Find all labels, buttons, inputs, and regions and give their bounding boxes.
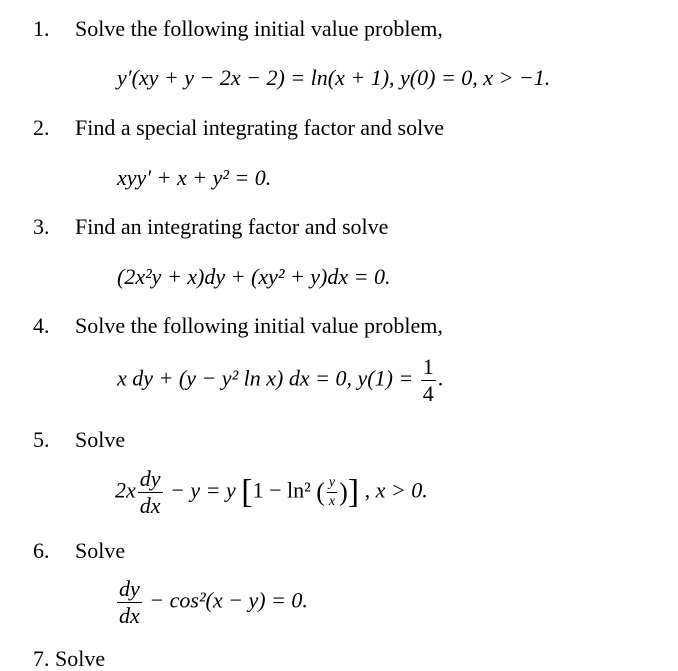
problem-1-equation: y′(xy + y − 2x − 2) = ln(x + 1), y(0) = 0, x > −1. — [117, 65, 551, 90]
problem-4-frac-num: 1 — [422, 354, 434, 379]
problem-5-inner-den: x — [328, 494, 336, 509]
problem-4-prompt: Solve the following initial value problem, — [75, 313, 443, 338]
problem-4-equation — [117, 356, 443, 405]
problem-1-prompt: Solve the following initial value problem, — [75, 16, 443, 41]
problem-5-inner-num: y — [327, 476, 337, 493]
problem-5-bracket-inner: 1 − ln² — [252, 477, 311, 503]
problem-5-condition: , x > 0. — [364, 477, 428, 503]
problem-6-frac-den: dx — [119, 603, 140, 628]
problem-2-equation: xyy′ + x + y² = 0. — [117, 165, 272, 190]
problem-3-prompt: Find an integrating factor and solve — [75, 214, 389, 239]
problem-5-mid: − y = y — [170, 477, 236, 503]
problem-5-frac-num: dy — [139, 466, 161, 491]
problem-6-fraction — [117, 578, 142, 627]
problem-4-number: 4. — [33, 313, 50, 338]
problem-2-prompt: Find a special integrating factor and solve — [75, 115, 444, 140]
problem-5-number: 5. — [33, 427, 50, 452]
problem-5-coef: 2x — [115, 477, 136, 503]
problem-6-equation — [115, 578, 308, 627]
problem-5-fraction — [138, 468, 163, 517]
problem-5-right-bracket: ] — [347, 473, 360, 511]
problem-7-cutoff: 7. Solve — [33, 646, 106, 671]
problem-4-frac-den: 4 — [422, 381, 434, 406]
problem-6-rest: − cos²(x − y) = 0. — [149, 587, 308, 613]
problem-5-left-bracket: [ — [241, 473, 253, 511]
problem-3-equation: (2x²y + x)dy + (xy² + y)dx = 0. — [117, 264, 391, 289]
problem-1-number: 1. — [33, 16, 50, 41]
problem-6-frac-num: dy — [119, 576, 140, 601]
problem-3-number: 3. — [33, 214, 50, 239]
problem-5-equation — [115, 468, 428, 517]
problem-4-tail: . — [437, 365, 444, 391]
problem-5-inner-fraction — [327, 476, 337, 509]
problem-5-prompt: Solve — [75, 427, 126, 452]
problem-6-prompt: Solve — [75, 538, 126, 563]
problem-5-frac-den: dx — [139, 493, 161, 518]
problem-4-fraction — [421, 356, 436, 405]
problem-4-lhs: x dy + (y − y² ln x) dx = 0, y(1) = — [117, 365, 414, 391]
problem-2-number: 2. — [33, 115, 50, 140]
problem-5-left-paren: ( — [316, 477, 325, 507]
problem-6-number: 6. — [33, 538, 50, 563]
problem-5-right-paren: ) — [339, 477, 348, 507]
